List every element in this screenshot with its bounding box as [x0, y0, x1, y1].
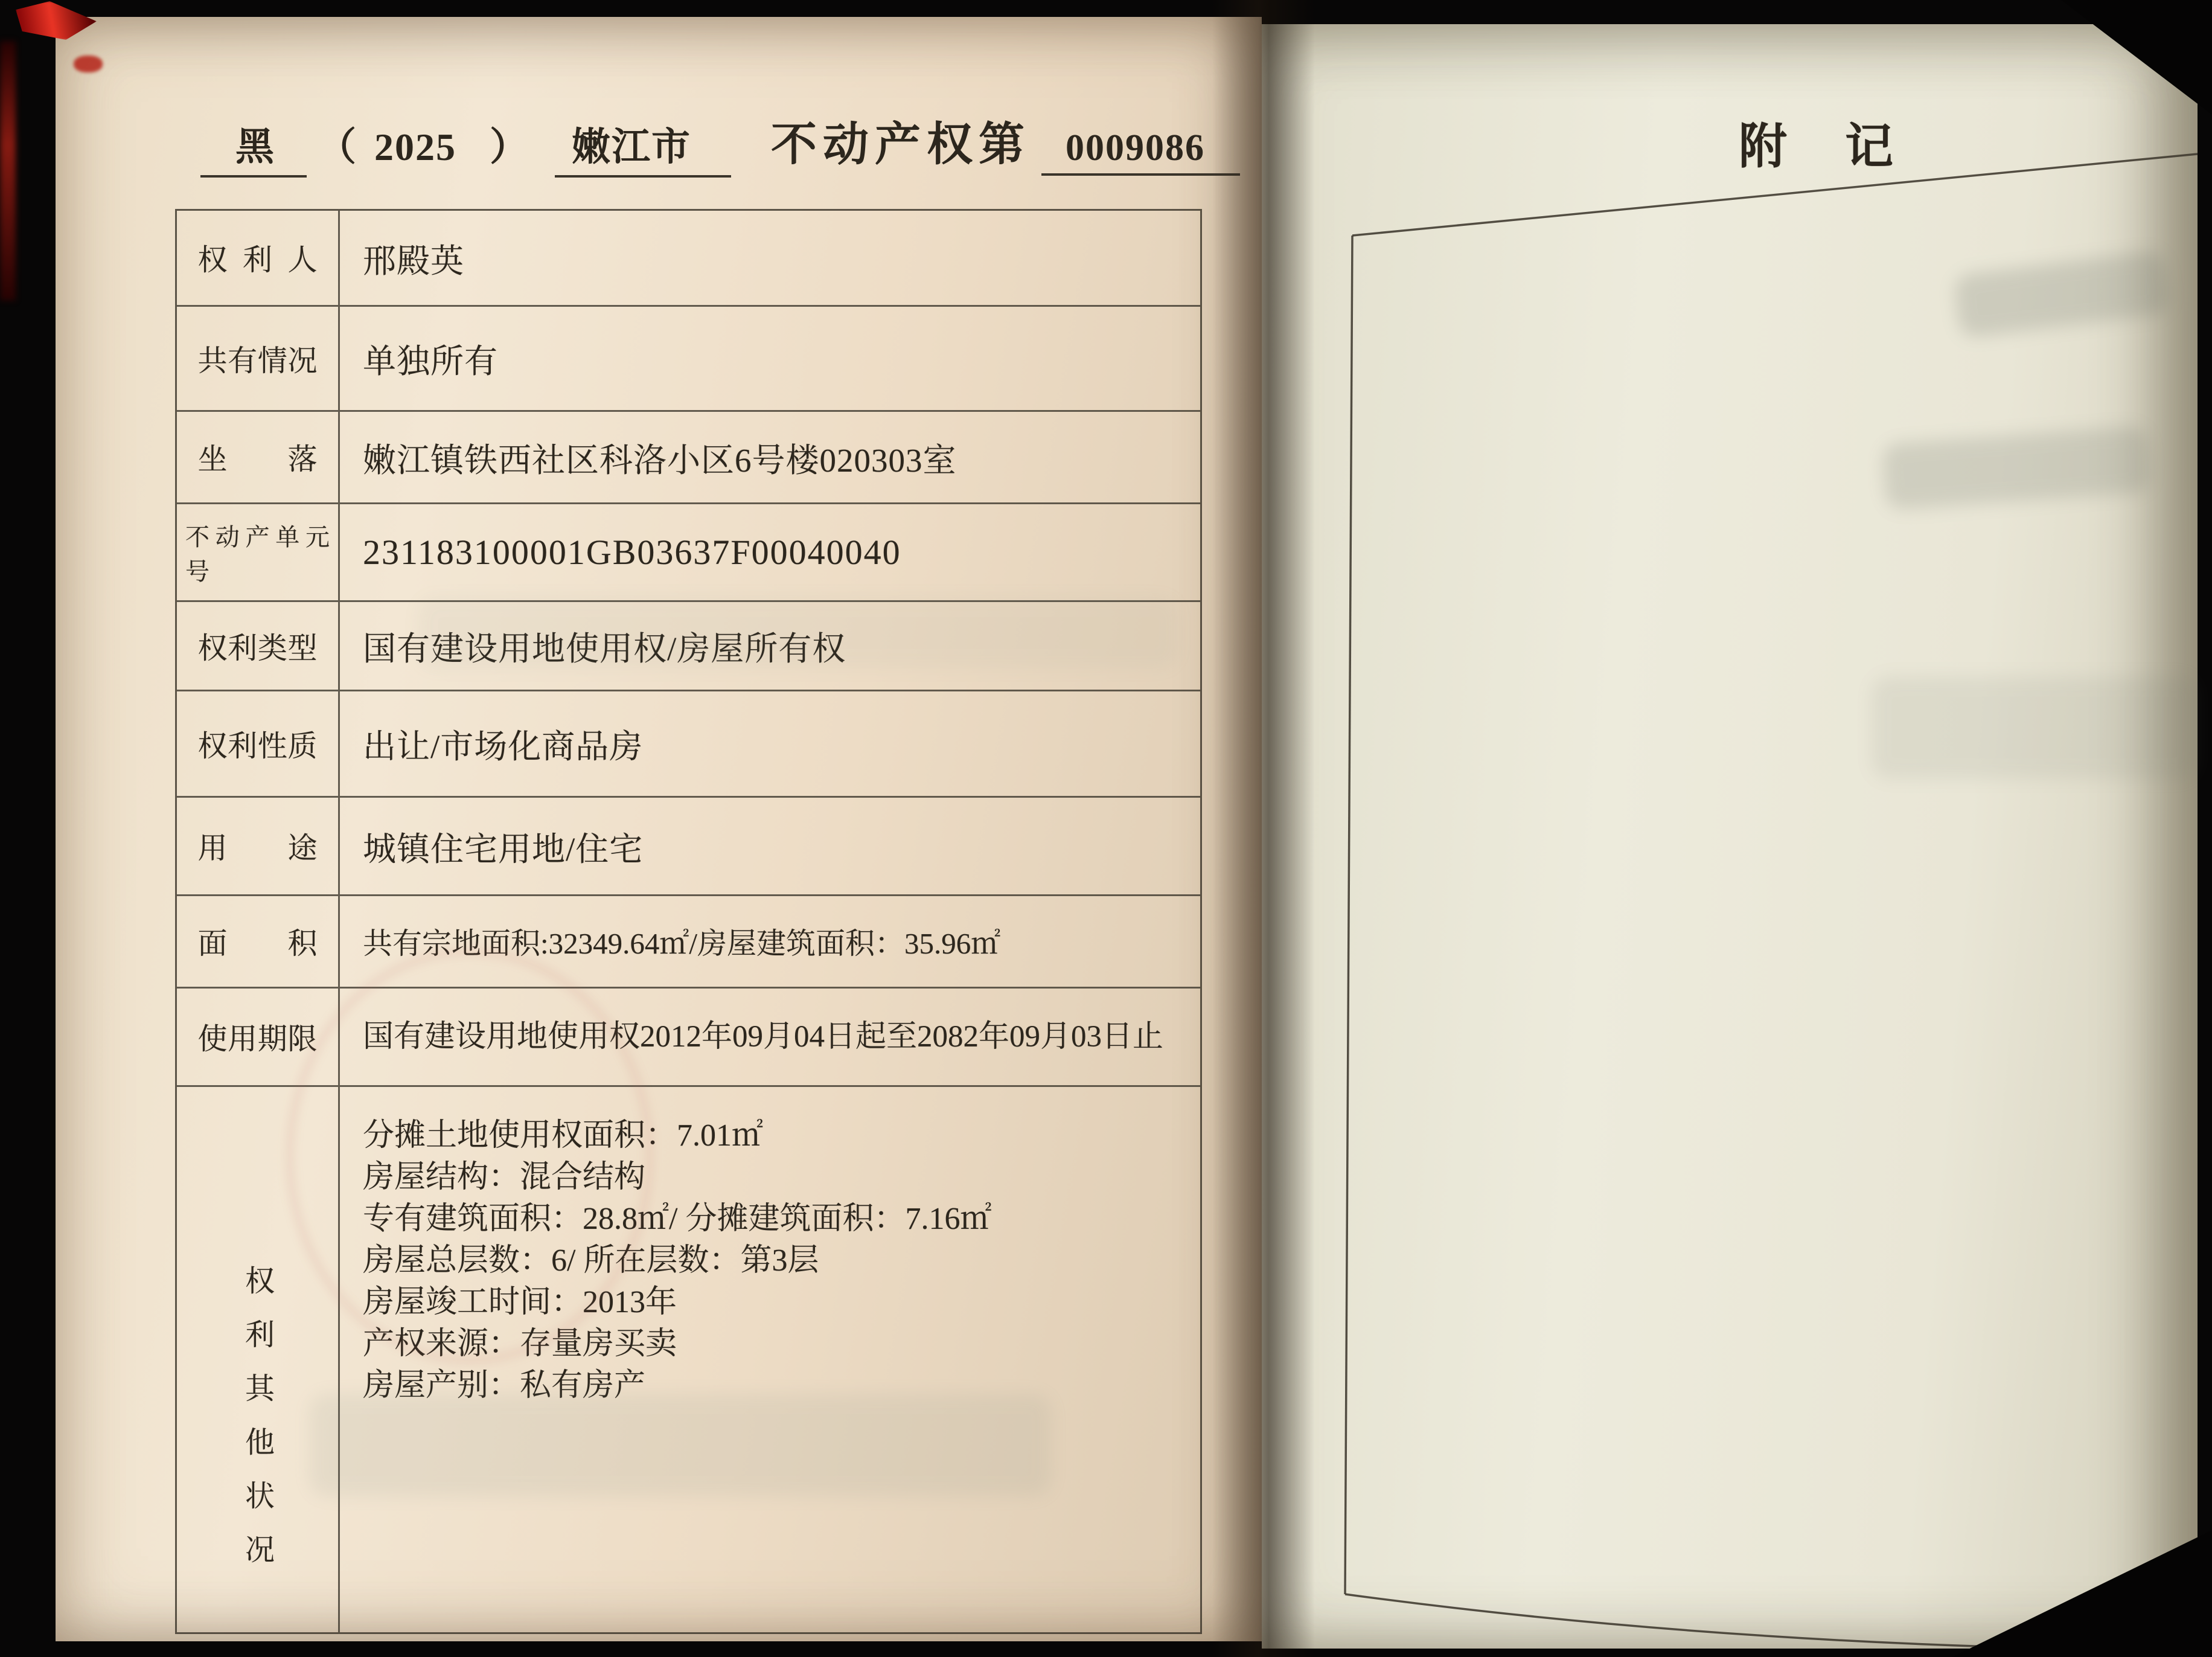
- row-right-nature-value: 出让/市场化商品房: [363, 728, 644, 765]
- pencil-ghost: [1872, 676, 2198, 779]
- page-gutter-shadow: [1212, 0, 1315, 1657]
- table-row-right-nature: [177, 691, 1200, 798]
- row-unit-number-label: 不动产单元号: [185, 523, 330, 585]
- bleedthrough-blob: [309, 1394, 1052, 1496]
- row-holder-label: 权利人: [197, 243, 318, 277]
- appendix-title: 附记: [1739, 121, 1951, 174]
- table-row-usage: [177, 798, 1200, 896]
- row-unit-number-value: 231183100001GB03637F00040040: [363, 533, 901, 572]
- right-page: [1262, 24, 2198, 1649]
- close-paren: ）: [490, 126, 529, 168]
- cert-year: 2025: [374, 126, 456, 168]
- left-page: [56, 17, 1262, 1641]
- open-paren: （: [318, 126, 357, 168]
- row-location-label: 坐落: [197, 443, 318, 476]
- other-status-line: 房屋总层数：6/ 所在层数：第3层: [363, 1243, 819, 1278]
- faint-stamp-ghost: [285, 947, 654, 1365]
- cert-type-label: 不动产权第: [771, 120, 1031, 170]
- row-right-nature-label: 权利性质: [197, 729, 318, 763]
- other-status-line: 房屋产别：私有房产: [363, 1368, 646, 1403]
- certificate-number-line: [200, 107, 1315, 178]
- other-status-line: 产权来源：存量房买卖: [363, 1327, 677, 1361]
- red-streak: [74, 56, 103, 72]
- row-right-type-label: 权利类型: [197, 631, 318, 665]
- table-row-co-ownership: [177, 307, 1200, 412]
- row-right-type-value: 国有建设用地使用权/房屋所有权: [363, 630, 846, 667]
- table-row-location: [177, 412, 1200, 504]
- row-location-value: 嫩江镇铁西社区科洛小区6号楼020303室: [363, 441, 957, 479]
- bleedthrough-blob: [418, 597, 1178, 669]
- row-usage-value: 城镇住宅用地/住宅: [363, 830, 644, 868]
- city-name: 嫩江市: [555, 116, 731, 178]
- table-row-unit-number: [177, 504, 1200, 602]
- cert-number: 0009086: [1041, 127, 1240, 176]
- table-row-holder: [177, 211, 1200, 307]
- row-co-ownership-value: 单独所有: [363, 343, 499, 380]
- other-status-line: 分摊土地使用权面积：7.01㎡: [363, 1118, 764, 1153]
- row-term-label: 使用期限: [197, 1022, 318, 1056]
- red-streak: [0, 41, 16, 301]
- other-status-line: 房屋结构：混合结构: [363, 1160, 646, 1194]
- row-holder-value: 邢殿英: [363, 242, 465, 280]
- row-term-value: 国有建设用地使用权2012年09月04日起至2082年09月03日止: [363, 1020, 1164, 1054]
- other-status-line: 房屋竣工时间：2013年: [363, 1285, 677, 1319]
- table-row-area: [177, 896, 1200, 989]
- row-other-status-label: 权利其他状况: [241, 1265, 275, 1588]
- row-area-label: 面积: [197, 927, 318, 960]
- row-area-value: 共有宗地面积:32349.64㎡/房屋建筑面积：35.96㎡: [363, 927, 1001, 960]
- row-usage-label: 用途: [197, 832, 318, 865]
- other-status-line: 专有建筑面积：28.8㎡/ 分摊建筑面积：7.16㎡: [363, 1202, 992, 1236]
- row-co-ownership-label: 共有情况: [197, 344, 318, 377]
- province-abbr: 黑: [200, 116, 307, 178]
